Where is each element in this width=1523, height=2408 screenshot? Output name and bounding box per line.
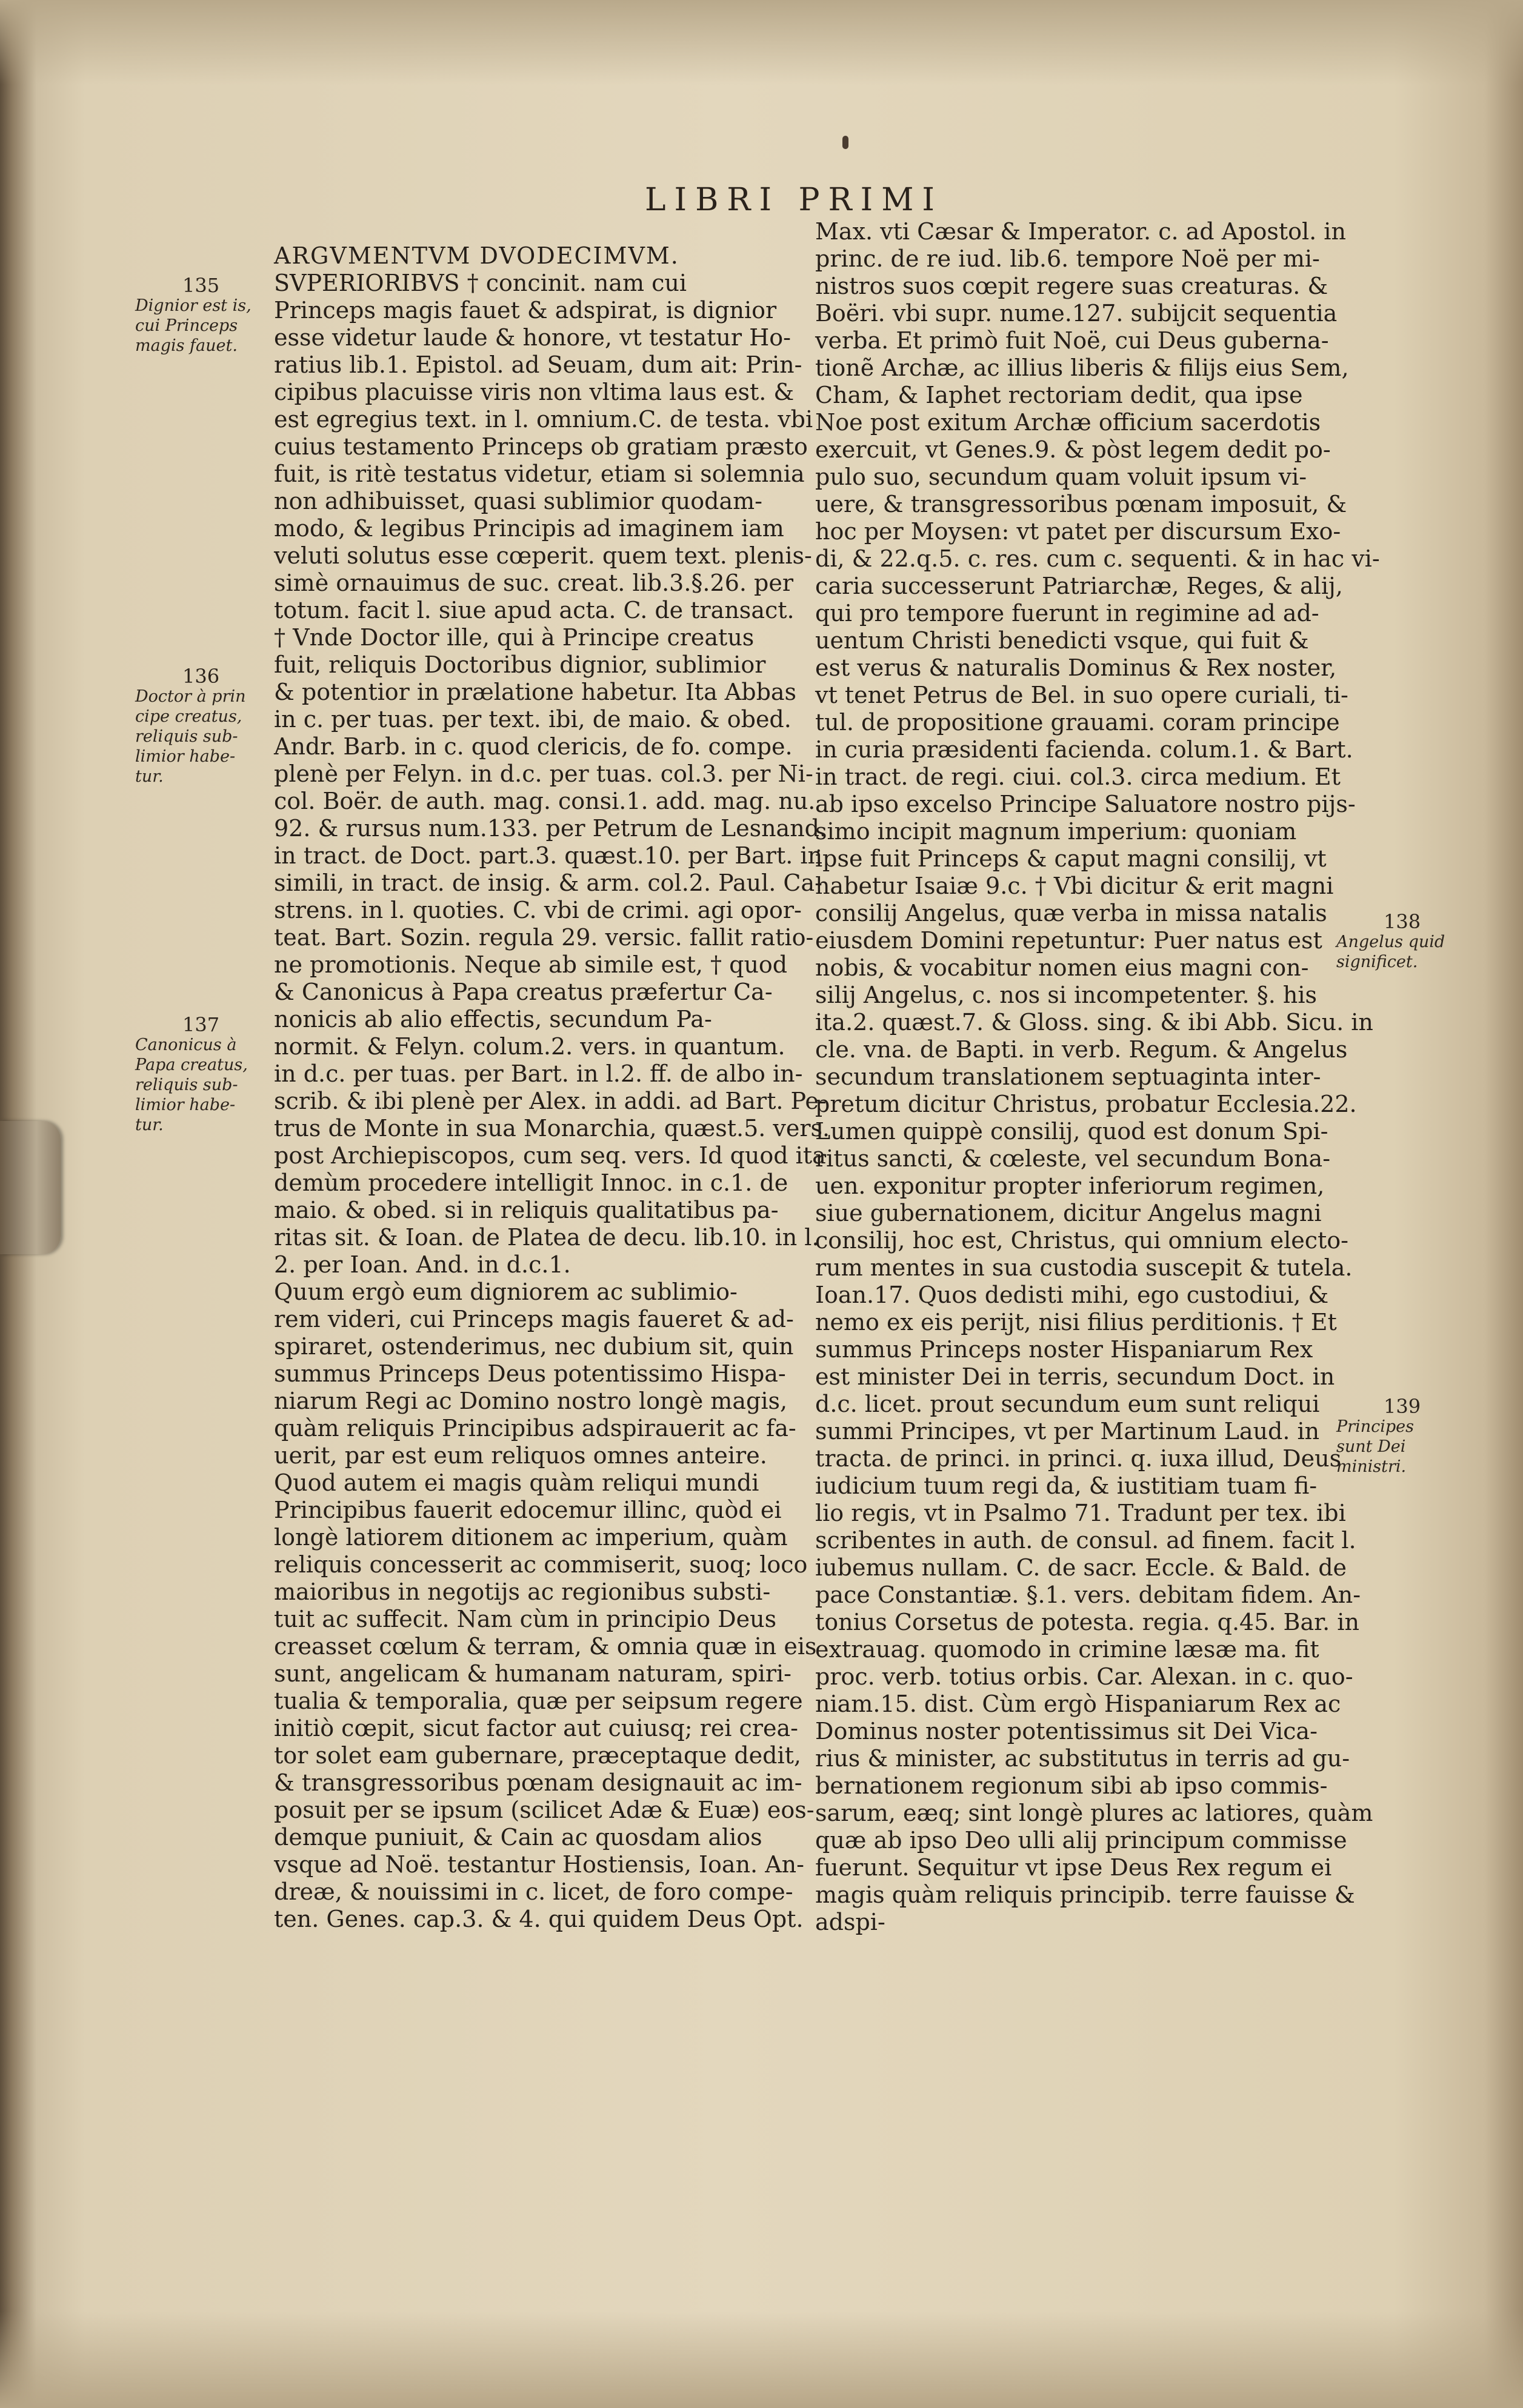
text-line: veluti solutus esse cœperit. quem text. plenis- [274,542,812,569]
text-line: spiraret, ostenderimus, nec dubium sit, quin [274,1333,794,1360]
text-line: caria successerunt Patriarchæ, Reges, & alij, [815,573,1343,599]
text-line: scribentes in auth. de consul. ad finem. facit l. [815,1527,1356,1554]
text-line: reliquis concesserit ac commiserit, suoq; loco [274,1551,808,1578]
text-line: qui pro tempore fuerunt in regimine ad ad- [815,600,1319,627]
text-line: † Vnde Doctor ille, qui à Principe creatus [274,624,755,651]
text-line: quàm reliquis Principibus adspirauerit ac fa- [274,1415,796,1442]
text-line: totum. facit l. siue apud acta. C. de transact. [274,597,795,624]
margin-note-line: Dignior est is, [135,296,252,315]
text-line: est egregius text. in l. omnium.C. de testa. vbi [274,406,813,433]
text-line: tracta. de princi. in princi. q. iuxa illud, Deus [815,1445,1342,1472]
text-line: maio. & obed. si in reliquis qualitatibus pa- [274,1197,779,1223]
text-line: teat. Bart. Sozin. regula 29. versic. fallit ratio- [274,924,814,951]
margin-note-line: magis fauet. [135,336,238,355]
margin-note-number: 137 [182,1013,220,1036]
margin-note-136 [135,667,246,787]
text-line: sunt, angelicam & humanam naturam, spiri- [274,1660,791,1687]
text-line: cipibus placuisse viris non vltima laus est. & [274,379,795,405]
text-line: strens. in l. quoties. C. vbi de crimi. agi opor- [274,897,802,923]
running-title: LIBRI PRIMI [645,182,943,218]
text-line: exercuit, vt Genes.9. & pòst legem dedit po- [815,436,1331,463]
text-line: ne promotionis. Neque ab simile est, † quod [274,951,788,978]
left-text-column [274,242,830,1933]
text-line: longè latiorem ditionem ac imperium, quàm [274,1524,788,1551]
text-line: iudicium tuum regi da, & iustitiam tuam fi- [815,1472,1318,1499]
margin-note-138 [1336,912,1445,972]
text-line: & transgressoribus pœnam designauit ac im- [274,1769,802,1796]
text-line: in c. per tuas. per text. ibi, de maio. & obed. [274,706,791,733]
text-line: siue gubernationem, dicitur Angelus magni [815,1200,1322,1226]
text-line: bernationem regionum sibi ab ipso commis- [815,1772,1328,1799]
text-line: di, & 22.q.5. c. res. cum c. sequenti. & in hac vi- [815,545,1380,572]
text-line: fuit, is ritè testatus videtur, etiam si solemnia [274,461,805,487]
binder-clip [0,1121,61,1254]
margin-note-line: tur. [135,1116,164,1134]
text-line: summi Principes, vt per Martinum Laud. in [815,1418,1320,1445]
text-line: pretum dicitur Christus, probatur Ecclesia.22. [815,1091,1357,1117]
text-line: ten. Genes. cap.3. & 4. qui quidem Deus Opt. [274,1906,804,1932]
text-line: hoc per Moysen: vt patet per discursum Exo- [815,518,1341,545]
text-line: 92. & rursus num.133. per Petrum de Lesnand. [274,815,827,842]
text-line: ritus sancti, & cœleste, vel secundum Bona- [815,1145,1331,1172]
text-line: ritas sit. & Ioan. de Platea de decu. lib.10. in l. [274,1224,819,1251]
text-line: esse videtur laude & honore, vt testatur Ho- [274,324,791,351]
text-line: plenè per Felyn. in d.c. per tuas. col.3. per Ni- [274,760,813,787]
text-line: est minister Dei in terris, secundum Doct. in [815,1363,1335,1390]
margin-note-number: 138 [1384,910,1421,933]
text-line: nemo ex eis perijt, nisi filius perditionis. † Et [815,1309,1337,1335]
text-line: nonicis ab alio effectis, secundum Pa- [274,1006,712,1033]
margin-note-line: Principes [1336,1417,1414,1436]
text-line: fuerunt. Sequitur vt ipse Deus Rex regum ei [815,1854,1332,1881]
text-line: simo incipit magnum imperium: quoniam [815,818,1297,845]
text-line: Max. vti Cæsar & Imperator. c. ad Apostol. in [815,218,1346,245]
text-line: uentum Christi benedicti vsque, qui fuit & [815,627,1309,654]
text-line: quæ ab ipso Deo ulli alij principum commisse [815,1827,1347,1854]
text-line: rum mentes in sua custodia suscepit & tutela. [815,1254,1353,1281]
text-line: post Archiepiscopos, cum seq. vers. Id quod ita [274,1142,826,1169]
text-line: in tract. de Doct. part.3. quæst.10. per Bart. in [274,842,823,869]
margin-note-line: Doctor à prin [135,687,246,706]
text-line: in d.c. per tuas. per Bart. in l.2. ff. de albo in- [274,1060,803,1087]
text-line: dreæ, & nouissimi in c. licet, de foro compe- [274,1878,793,1905]
text-line: cuius testamento Princeps ob gratiam præsto [274,433,808,460]
text-line: ita.2. quæst.7. & Gloss. sing. & ibi Abb. Sicu. in [815,1009,1373,1036]
text-line: in curia præsidenti facienda. colum.1. & Bart. [815,736,1353,763]
text-line: simè ornauimus de suc. creat. lib.3.§.26. per [274,570,794,596]
text-line: demque puniuit, & Cain ac quosdam alios [274,1824,762,1851]
text-line: fuit, reliquis Doctoribus dignior, sublimior [274,651,766,678]
text-line: Principibus fauerit edocemur illinc, quòd ei [274,1497,782,1523]
margin-note-139 [1336,1397,1421,1477]
text-line: demùm procedere intelligit Innoc. in c.1. de [274,1169,788,1196]
text-line: d.c. licet. prout secundum eum sunt reliqui [815,1391,1320,1417]
text-line: est verus & naturalis Dominus & Rex noster, [815,654,1337,681]
text-line: summus Princeps Deus potentissimo Hispa- [274,1360,786,1387]
text-line: Dominus noster potentissimus sit Dei Vica- [815,1718,1318,1744]
margin-note-137 [135,1015,248,1135]
text-line: tuit ac suffecit. Nam cùm in principio Deus [274,1606,777,1632]
text-line: tionẽ Archæ, ac illius liberis & filijs eius Sem, [815,354,1349,381]
text-line: nistros suos cœpit regere suas creaturas. & [815,273,1328,299]
text-line: rius & minister, ac substitutus in terris ad gu- [815,1745,1350,1772]
text-line: simili, in tract. de insig. & arm. col.2. Paul. Ca- [274,870,822,896]
text-line: SVPERIORIBVS † concinit. nam cui [274,270,687,296]
text-line: initiò cœpit, sicut factor aut cuiusq; rei crea- [274,1715,798,1741]
text-line: ARGVMENTVM DVODECIMVM. [274,242,679,269]
text-line: eiusdem Domini repetuntur: Puer natus est [815,927,1322,954]
text-line: tul. de propositione grauami. coram principe [815,709,1340,736]
text-line: cle. vna. de Bapti. in verb. Regum. & Angelus [815,1036,1348,1063]
text-line: extrauag. quomodo in crimine læsæ ma. fit [815,1636,1319,1663]
text-line: Lumen quippè consilij, quod est donum Spi- [815,1118,1328,1145]
text-line: pace Constantiæ. §.1. vers. debitam fidem. An- [815,1581,1361,1608]
ink-mark [842,136,848,149]
text-line: iubemus nullam. C. de sacr. Eccle. & Bald. de [815,1554,1347,1581]
margin-note-line: limior habe- [135,1096,236,1114]
text-line: adspi- [815,1909,885,1935]
margin-note-number: 136 [182,665,220,688]
text-line: Princeps magis fauet & adspirat, is dignior [274,297,777,324]
text-line: Quod autem ei magis quàm reliqui mundi [274,1469,759,1496]
text-line: habetur Isaiæ 9.c. † Vbi dicitur & erit magni [815,873,1334,899]
margin-note-line: cui Princeps [135,316,238,335]
text-line: non adhibuisset, quasi sublimior quodam- [274,488,763,514]
text-line: col. Boër. de auth. mag. consi.1. add. mag. nu. [274,788,816,814]
margin-note-line: significet. [1336,953,1418,971]
text-line: tualia & temporalia, quæ per seipsum regere [274,1688,803,1714]
margin-note-line: tur. [135,767,164,786]
text-line: verba. Et primò fuit Noë, cui Deus guberna- [815,327,1329,354]
margin-note-number: 135 [182,274,220,297]
text-line: tor solet eam gubernare, præceptaque dedit, [274,1742,801,1769]
text-line: secundum translationem septuaginta inter- [815,1063,1321,1090]
text-line: consilij Angelus, quæ verba in missa natalis [815,900,1327,926]
text-line: Andr. Barb. in c. quod clericis, de fo. compe. [274,733,793,760]
margin-note-number: 139 [1384,1395,1421,1418]
text-line: tonius Corsetus de potesta. regia. q.45. Bar. in [815,1609,1359,1635]
text-line: summus Princeps noster Hispaniarum Rex [815,1336,1313,1363]
text-line: consilij, hoc est, Christus, qui omnium electo- [815,1227,1348,1254]
text-line: ab ipso excelso Principe Saluatore nostro pijs- [815,791,1356,817]
text-line: posuit per se ipsum (scilicet Adæ & Euæ) eos- [274,1797,815,1823]
text-line: creasset cœlum & terram, & omnia quæ in eis [274,1633,817,1660]
text-line: Ioan.17. Quos dedisti mihi, ego custodiui, & [815,1282,1329,1308]
text-line: uerit, par est eum reliquos omnes anteire. [274,1442,767,1469]
text-line: Cham, & Iaphet rectoriam dedit, qua ipse [815,382,1303,408]
margin-note-135 [135,276,252,356]
text-line: lio regis, vt in Psalmo 71. Tradunt per tex. ibi [815,1500,1346,1526]
text-line: uen. exponitur propter inferiorum regimen, [815,1172,1325,1199]
text-line: 2. per Ioan. And. in d.c.1. [274,1251,571,1278]
margin-note-line: ministri. [1336,1457,1407,1476]
text-line: ratius lib.1. Epistol. ad Seuam, dum ait: Prin- [274,351,802,378]
text-line: maioribus in negotijs ac regionibus substi- [274,1578,771,1605]
text-line: Noe post exitum Archæ officium sacerdotis [815,409,1321,436]
text-line: niam.15. dist. Cùm ergò Hispaniarum Rex ac [815,1691,1341,1717]
text-line: Quum ergò eum digniorem ac sublimio- [274,1279,738,1305]
text-line: sarum, eæq; sint longè plures ac latiores, quàm [815,1800,1373,1826]
text-line: scrib. & ibi plenè per Alex. in addi. ad Bart. Pe- [274,1088,827,1114]
text-line: silij Angelus, c. nos si incompetenter. §. his [815,982,1318,1008]
margin-note-line: reliquis sub- [135,727,238,746]
text-line: nobis, & vocabitur nomen eius magni con- [815,954,1309,981]
text-line: & potentior in prælatione habetur. Ita Abbas [274,679,797,705]
text-line: & Canonicus à Papa creatus præfertur Ca- [274,979,773,1005]
margin-note-line: limior habe- [135,747,236,766]
text-line: trus de Monte in sua Monarchia, quæst.5. vers. [274,1115,830,1142]
margin-note-line: reliquis sub- [135,1076,238,1094]
text-line: modo, & legibus Principis ad imaginem iam [274,515,784,542]
text-line: proc. verb. totius orbis. Car. Alexan. in c. quo- [815,1663,1353,1690]
margin-note-line: sunt Dei [1336,1437,1406,1456]
text-line: in tract. de regi. ciui. col.3. circa medium. Et [815,763,1341,790]
text-line: vt tenet Petrus de Bel. in suo opere curiali, ti- [815,682,1348,708]
text-line: normit. & Felyn. colum.2. vers. in quantum. [274,1033,785,1060]
text-line: princ. de re iud. lib.6. tempore Noë per mi- [815,245,1320,272]
text-line: vsque ad Noë. testantur Hostiensis, Ioan. An- [274,1851,804,1878]
text-line: niarum Regi ac Domino nostro longè magis, [274,1388,788,1414]
margin-note-line: Angelus quid [1336,933,1445,951]
margin-note-line: cipe creatus, [135,707,242,726]
text-line: ipse fuit Princeps & caput magni consilij, vt [815,845,1327,872]
text-line: uere, & transgressoribus pœnam imposuit, & [815,491,1347,517]
text-line: pulo suo, secundum quam voluit ipsum vi- [815,464,1307,490]
margin-note-line: Canonicus à [135,1036,237,1054]
text-line: rem videri, cui Princeps magis faueret & ad- [274,1306,794,1332]
text-line: Boëri. vbi supr. nume.127. subijcit sequentia [815,300,1338,327]
text-line: magis quàm reliquis principib. terre fauisse & [815,1881,1355,1908]
margin-note-line: Papa creatus, [135,1056,248,1074]
